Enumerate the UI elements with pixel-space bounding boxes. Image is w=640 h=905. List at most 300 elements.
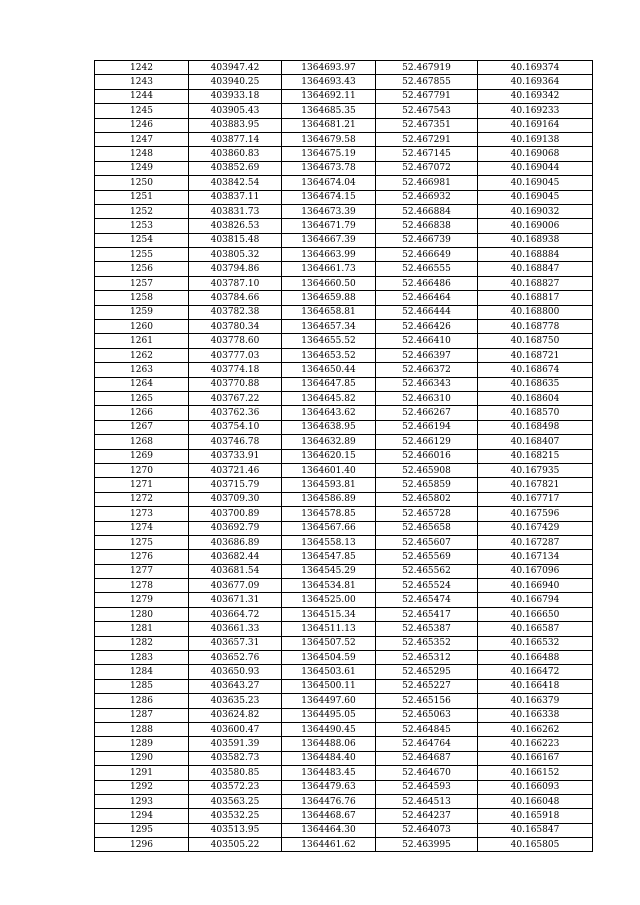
easting-cell: 403770.88 bbox=[189, 377, 282, 391]
longitude-cell: 40.166794 bbox=[478, 593, 593, 607]
longitude-cell: 40.167287 bbox=[478, 535, 593, 549]
northing-cell: 1364660.50 bbox=[282, 276, 376, 290]
easting-cell: 403842.54 bbox=[189, 176, 282, 190]
easting-cell: 403563.25 bbox=[189, 794, 282, 808]
latitude-cell: 52.465156 bbox=[376, 694, 478, 708]
easting-cell: 403933.18 bbox=[189, 89, 282, 103]
northing-cell: 1364620.15 bbox=[282, 449, 376, 463]
point-number-cell: 1242 bbox=[95, 61, 189, 75]
table-row bbox=[95, 751, 593, 765]
point-number-cell: 1250 bbox=[95, 176, 189, 190]
point-number-cell: 1258 bbox=[95, 291, 189, 305]
easting-cell: 403815.48 bbox=[189, 233, 282, 247]
easting-cell: 403782.38 bbox=[189, 305, 282, 319]
easting-cell: 403780.34 bbox=[189, 320, 282, 334]
easting-cell: 403582.73 bbox=[189, 751, 282, 765]
latitude-cell: 52.465417 bbox=[376, 607, 478, 621]
northing-cell: 1364534.81 bbox=[282, 579, 376, 593]
longitude-cell: 40.167096 bbox=[478, 564, 593, 578]
latitude-cell: 52.465227 bbox=[376, 679, 478, 693]
easting-cell: 403624.82 bbox=[189, 708, 282, 722]
point-number-cell: 1259 bbox=[95, 305, 189, 319]
northing-cell: 1364673.39 bbox=[282, 204, 376, 218]
longitude-cell: 40.166223 bbox=[478, 737, 593, 751]
latitude-cell: 52.464513 bbox=[376, 794, 478, 808]
easting-cell: 403709.30 bbox=[189, 492, 282, 506]
northing-cell: 1364663.99 bbox=[282, 248, 376, 262]
latitude-cell: 52.464593 bbox=[376, 780, 478, 794]
point-number-cell: 1290 bbox=[95, 751, 189, 765]
northing-cell: 1364488.06 bbox=[282, 737, 376, 751]
latitude-cell: 52.465474 bbox=[376, 593, 478, 607]
easting-cell: 403692.79 bbox=[189, 521, 282, 535]
table-row bbox=[95, 161, 593, 175]
northing-cell: 1364484.40 bbox=[282, 751, 376, 765]
longitude-cell: 40.166940 bbox=[478, 579, 593, 593]
point-number-cell: 1255 bbox=[95, 248, 189, 262]
point-number-cell: 1266 bbox=[95, 406, 189, 420]
table-row bbox=[95, 492, 593, 506]
table-row bbox=[95, 607, 593, 621]
longitude-cell: 40.167429 bbox=[478, 521, 593, 535]
point-number-cell: 1283 bbox=[95, 651, 189, 665]
point-number-cell: 1291 bbox=[95, 766, 189, 780]
latitude-cell: 52.465658 bbox=[376, 521, 478, 535]
latitude-cell: 52.464845 bbox=[376, 722, 478, 736]
point-number-cell: 1289 bbox=[95, 737, 189, 751]
table-row bbox=[95, 521, 593, 535]
point-number-cell: 1284 bbox=[95, 665, 189, 679]
easting-cell: 403778.60 bbox=[189, 334, 282, 348]
table-row bbox=[95, 291, 593, 305]
longitude-cell: 40.165805 bbox=[478, 838, 593, 852]
coordinates-table-body bbox=[95, 61, 593, 852]
point-number-cell: 1271 bbox=[95, 478, 189, 492]
table-row bbox=[95, 377, 593, 391]
easting-cell: 403787.10 bbox=[189, 276, 282, 290]
table-row bbox=[95, 348, 593, 362]
easting-cell: 403852.69 bbox=[189, 161, 282, 175]
table-row bbox=[95, 463, 593, 477]
latitude-cell: 52.464687 bbox=[376, 751, 478, 765]
northing-cell: 1364495.05 bbox=[282, 708, 376, 722]
longitude-cell: 40.169045 bbox=[478, 176, 593, 190]
point-number-cell: 1253 bbox=[95, 219, 189, 233]
table-row bbox=[95, 838, 593, 852]
table-row bbox=[95, 305, 593, 319]
latitude-cell: 52.467855 bbox=[376, 75, 478, 89]
point-number-cell: 1248 bbox=[95, 147, 189, 161]
northing-cell: 1364692.11 bbox=[282, 89, 376, 103]
point-number-cell: 1249 bbox=[95, 161, 189, 175]
easting-cell: 403650.93 bbox=[189, 665, 282, 679]
table-row bbox=[95, 363, 593, 377]
longitude-cell: 40.168817 bbox=[478, 291, 593, 305]
northing-cell: 1364657.34 bbox=[282, 320, 376, 334]
northing-cell: 1364497.60 bbox=[282, 694, 376, 708]
northing-cell: 1364515.34 bbox=[282, 607, 376, 621]
latitude-cell: 52.467791 bbox=[376, 89, 478, 103]
latitude-cell: 52.467351 bbox=[376, 118, 478, 132]
table-row bbox=[95, 478, 593, 492]
point-number-cell: 1256 bbox=[95, 262, 189, 276]
longitude-cell: 40.168778 bbox=[478, 320, 593, 334]
longitude-cell: 40.169044 bbox=[478, 161, 593, 175]
table-row bbox=[95, 651, 593, 665]
point-number-cell: 1293 bbox=[95, 794, 189, 808]
northing-cell: 1364681.21 bbox=[282, 118, 376, 132]
longitude-cell: 40.166472 bbox=[478, 665, 593, 679]
table-row bbox=[95, 75, 593, 89]
point-number-cell: 1267 bbox=[95, 420, 189, 434]
table-row bbox=[95, 262, 593, 276]
point-number-cell: 1282 bbox=[95, 636, 189, 650]
table-row bbox=[95, 449, 593, 463]
longitude-cell: 40.168721 bbox=[478, 348, 593, 362]
northing-cell: 1364511.13 bbox=[282, 622, 376, 636]
longitude-cell: 40.167596 bbox=[478, 507, 593, 521]
easting-cell: 403681.54 bbox=[189, 564, 282, 578]
point-number-cell: 1251 bbox=[95, 190, 189, 204]
table-row bbox=[95, 420, 593, 434]
latitude-cell: 52.467072 bbox=[376, 161, 478, 175]
latitude-cell: 52.466884 bbox=[376, 204, 478, 218]
longitude-cell: 40.169032 bbox=[478, 204, 593, 218]
longitude-cell: 40.169364 bbox=[478, 75, 593, 89]
longitude-cell: 40.166418 bbox=[478, 679, 593, 693]
table-row bbox=[95, 636, 593, 650]
point-number-cell: 1270 bbox=[95, 463, 189, 477]
northing-cell: 1364655.52 bbox=[282, 334, 376, 348]
northing-cell: 1364545.29 bbox=[282, 564, 376, 578]
point-number-cell: 1247 bbox=[95, 132, 189, 146]
latitude-cell: 52.465728 bbox=[376, 507, 478, 521]
latitude-cell: 52.466555 bbox=[376, 262, 478, 276]
latitude-cell: 52.465908 bbox=[376, 463, 478, 477]
point-number-cell: 1285 bbox=[95, 679, 189, 693]
northing-cell: 1364503.61 bbox=[282, 665, 376, 679]
longitude-cell: 40.166262 bbox=[478, 722, 593, 736]
longitude-cell: 40.168800 bbox=[478, 305, 593, 319]
point-number-cell: 1280 bbox=[95, 607, 189, 621]
table-row bbox=[95, 694, 593, 708]
table-row bbox=[95, 334, 593, 348]
table-row bbox=[95, 248, 593, 262]
table-row bbox=[95, 809, 593, 823]
latitude-cell: 52.466372 bbox=[376, 363, 478, 377]
latitude-cell: 52.466464 bbox=[376, 291, 478, 305]
easting-cell: 403657.31 bbox=[189, 636, 282, 650]
point-number-cell: 1276 bbox=[95, 550, 189, 564]
latitude-cell: 52.466932 bbox=[376, 190, 478, 204]
northing-cell: 1364464.30 bbox=[282, 823, 376, 837]
easting-cell: 403600.47 bbox=[189, 722, 282, 736]
latitude-cell: 52.465387 bbox=[376, 622, 478, 636]
point-number-cell: 1279 bbox=[95, 593, 189, 607]
point-number-cell: 1263 bbox=[95, 363, 189, 377]
northing-cell: 1364507.52 bbox=[282, 636, 376, 650]
table-row bbox=[95, 104, 593, 118]
latitude-cell: 52.465607 bbox=[376, 535, 478, 549]
point-number-cell: 1294 bbox=[95, 809, 189, 823]
latitude-cell: 52.464073 bbox=[376, 823, 478, 837]
easting-cell: 403677.09 bbox=[189, 579, 282, 593]
latitude-cell: 52.467145 bbox=[376, 147, 478, 161]
northing-cell: 1364647.85 bbox=[282, 377, 376, 391]
table-row bbox=[95, 780, 593, 794]
point-number-cell: 1265 bbox=[95, 391, 189, 405]
northing-cell: 1364461.62 bbox=[282, 838, 376, 852]
longitude-cell: 40.166152 bbox=[478, 766, 593, 780]
longitude-cell: 40.166587 bbox=[478, 622, 593, 636]
point-number-cell: 1269 bbox=[95, 449, 189, 463]
northing-cell: 1364674.04 bbox=[282, 176, 376, 190]
northing-cell: 1364558.13 bbox=[282, 535, 376, 549]
table-row bbox=[95, 176, 593, 190]
northing-cell: 1364476.76 bbox=[282, 794, 376, 808]
longitude-cell: 40.168215 bbox=[478, 449, 593, 463]
northing-cell: 1364659.88 bbox=[282, 291, 376, 305]
table-row bbox=[95, 679, 593, 693]
table-row bbox=[95, 276, 593, 290]
easting-cell: 403831.73 bbox=[189, 204, 282, 218]
point-number-cell: 1261 bbox=[95, 334, 189, 348]
point-number-cell: 1287 bbox=[95, 708, 189, 722]
northing-cell: 1364661.73 bbox=[282, 262, 376, 276]
longitude-cell: 40.168604 bbox=[478, 391, 593, 405]
longitude-cell: 40.169164 bbox=[478, 118, 593, 132]
longitude-cell: 40.168407 bbox=[478, 435, 593, 449]
easting-cell: 403643.27 bbox=[189, 679, 282, 693]
longitude-cell: 40.166488 bbox=[478, 651, 593, 665]
latitude-cell: 52.465063 bbox=[376, 708, 478, 722]
table-row bbox=[95, 507, 593, 521]
easting-cell: 403762.36 bbox=[189, 406, 282, 420]
latitude-cell: 52.466310 bbox=[376, 391, 478, 405]
latitude-cell: 52.464764 bbox=[376, 737, 478, 751]
longitude-cell: 40.168674 bbox=[478, 363, 593, 377]
point-number-cell: 1246 bbox=[95, 118, 189, 132]
latitude-cell: 52.467543 bbox=[376, 104, 478, 118]
northing-cell: 1364567.66 bbox=[282, 521, 376, 535]
northing-cell: 1364658.81 bbox=[282, 305, 376, 319]
table-row bbox=[95, 132, 593, 146]
table-row bbox=[95, 708, 593, 722]
northing-cell: 1364547.85 bbox=[282, 550, 376, 564]
point-number-cell: 1275 bbox=[95, 535, 189, 549]
easting-cell: 403826.53 bbox=[189, 219, 282, 233]
longitude-cell: 40.168498 bbox=[478, 420, 593, 434]
point-number-cell: 1281 bbox=[95, 622, 189, 636]
point-number-cell: 1245 bbox=[95, 104, 189, 118]
point-number-cell: 1252 bbox=[95, 204, 189, 218]
longitude-cell: 40.165918 bbox=[478, 809, 593, 823]
latitude-cell: 52.466426 bbox=[376, 320, 478, 334]
point-number-cell: 1277 bbox=[95, 564, 189, 578]
easting-cell: 403784.66 bbox=[189, 291, 282, 305]
table-row bbox=[95, 320, 593, 334]
point-number-cell: 1244 bbox=[95, 89, 189, 103]
easting-cell: 403877.14 bbox=[189, 132, 282, 146]
latitude-cell: 52.466194 bbox=[376, 420, 478, 434]
easting-cell: 403671.31 bbox=[189, 593, 282, 607]
easting-cell: 403532.25 bbox=[189, 809, 282, 823]
latitude-cell: 52.466016 bbox=[376, 449, 478, 463]
table-row bbox=[95, 391, 593, 405]
latitude-cell: 52.467291 bbox=[376, 132, 478, 146]
table-row bbox=[95, 190, 593, 204]
point-number-cell: 1278 bbox=[95, 579, 189, 593]
easting-cell: 403777.03 bbox=[189, 348, 282, 362]
easting-cell: 403794.86 bbox=[189, 262, 282, 276]
point-number-cell: 1292 bbox=[95, 780, 189, 794]
latitude-cell: 52.465859 bbox=[376, 478, 478, 492]
northing-cell: 1364632.89 bbox=[282, 435, 376, 449]
table-row bbox=[95, 665, 593, 679]
point-number-cell: 1273 bbox=[95, 507, 189, 521]
easting-cell: 403733.91 bbox=[189, 449, 282, 463]
easting-cell: 403805.32 bbox=[189, 248, 282, 262]
longitude-cell: 40.168938 bbox=[478, 233, 593, 247]
point-number-cell: 1272 bbox=[95, 492, 189, 506]
point-number-cell: 1274 bbox=[95, 521, 189, 535]
latitude-cell: 52.465524 bbox=[376, 579, 478, 593]
northing-cell: 1364685.35 bbox=[282, 104, 376, 118]
northing-cell: 1364601.40 bbox=[282, 463, 376, 477]
longitude-cell: 40.166048 bbox=[478, 794, 593, 808]
easting-cell: 403883.95 bbox=[189, 118, 282, 132]
northing-cell: 1364674.15 bbox=[282, 190, 376, 204]
easting-cell: 403860.83 bbox=[189, 147, 282, 161]
easting-cell: 403940.25 bbox=[189, 75, 282, 89]
easting-cell: 403513.95 bbox=[189, 823, 282, 837]
northing-cell: 1364578.85 bbox=[282, 507, 376, 521]
northing-cell: 1364653.52 bbox=[282, 348, 376, 362]
northing-cell: 1364693.43 bbox=[282, 75, 376, 89]
northing-cell: 1364675.19 bbox=[282, 147, 376, 161]
easting-cell: 403700.89 bbox=[189, 507, 282, 521]
table-row bbox=[95, 622, 593, 636]
table-row bbox=[95, 823, 593, 837]
table-row bbox=[95, 535, 593, 549]
latitude-cell: 52.466649 bbox=[376, 248, 478, 262]
latitude-cell: 52.465295 bbox=[376, 665, 478, 679]
table-row bbox=[95, 593, 593, 607]
northing-cell: 1364500.11 bbox=[282, 679, 376, 693]
easting-cell: 403767.22 bbox=[189, 391, 282, 405]
latitude-cell: 52.465569 bbox=[376, 550, 478, 564]
latitude-cell: 52.464237 bbox=[376, 809, 478, 823]
northing-cell: 1364679.58 bbox=[282, 132, 376, 146]
longitude-cell: 40.168847 bbox=[478, 262, 593, 276]
longitude-cell: 40.167717 bbox=[478, 492, 593, 506]
longitude-cell: 40.169374 bbox=[478, 61, 593, 75]
northing-cell: 1364671.79 bbox=[282, 219, 376, 233]
table-row bbox=[95, 550, 593, 564]
easting-cell: 403746.78 bbox=[189, 435, 282, 449]
latitude-cell: 52.466410 bbox=[376, 334, 478, 348]
latitude-cell: 52.466343 bbox=[376, 377, 478, 391]
table-row bbox=[95, 737, 593, 751]
point-number-cell: 1288 bbox=[95, 722, 189, 736]
table-row bbox=[95, 722, 593, 736]
latitude-cell: 52.466267 bbox=[376, 406, 478, 420]
longitude-cell: 40.166379 bbox=[478, 694, 593, 708]
longitude-cell: 40.168570 bbox=[478, 406, 593, 420]
northing-cell: 1364593.81 bbox=[282, 478, 376, 492]
easting-cell: 403505.22 bbox=[189, 838, 282, 852]
point-number-cell: 1243 bbox=[95, 75, 189, 89]
longitude-cell: 40.167134 bbox=[478, 550, 593, 564]
northing-cell: 1364673.78 bbox=[282, 161, 376, 175]
point-number-cell: 1268 bbox=[95, 435, 189, 449]
longitude-cell: 40.166532 bbox=[478, 636, 593, 650]
northing-cell: 1364490.45 bbox=[282, 722, 376, 736]
easting-cell: 403905.43 bbox=[189, 104, 282, 118]
latitude-cell: 52.467919 bbox=[376, 61, 478, 75]
easting-cell: 403591.39 bbox=[189, 737, 282, 751]
northing-cell: 1364525.00 bbox=[282, 593, 376, 607]
easting-cell: 403721.46 bbox=[189, 463, 282, 477]
easting-cell: 403661.33 bbox=[189, 622, 282, 636]
easting-cell: 403635.23 bbox=[189, 694, 282, 708]
table-row bbox=[95, 219, 593, 233]
easting-cell: 403580.85 bbox=[189, 766, 282, 780]
latitude-cell: 52.464670 bbox=[376, 766, 478, 780]
coordinates-table bbox=[94, 60, 593, 852]
longitude-cell: 40.168827 bbox=[478, 276, 593, 290]
latitude-cell: 52.465312 bbox=[376, 651, 478, 665]
northing-cell: 1364483.45 bbox=[282, 766, 376, 780]
latitude-cell: 52.465802 bbox=[376, 492, 478, 506]
table-row bbox=[95, 564, 593, 578]
longitude-cell: 40.169342 bbox=[478, 89, 593, 103]
point-number-cell: 1264 bbox=[95, 377, 189, 391]
table-row bbox=[95, 118, 593, 132]
northing-cell: 1364468.67 bbox=[282, 809, 376, 823]
longitude-cell: 40.169233 bbox=[478, 104, 593, 118]
point-number-cell: 1296 bbox=[95, 838, 189, 852]
easting-cell: 403774.18 bbox=[189, 363, 282, 377]
table-row bbox=[95, 233, 593, 247]
easting-cell: 403652.76 bbox=[189, 651, 282, 665]
table-row bbox=[95, 794, 593, 808]
longitude-cell: 40.168750 bbox=[478, 334, 593, 348]
easting-cell: 403686.89 bbox=[189, 535, 282, 549]
longitude-cell: 40.166093 bbox=[478, 780, 593, 794]
northing-cell: 1364650.44 bbox=[282, 363, 376, 377]
longitude-cell: 40.167821 bbox=[478, 478, 593, 492]
easting-cell: 403664.72 bbox=[189, 607, 282, 621]
easting-cell: 403572.23 bbox=[189, 780, 282, 794]
easting-cell: 403837.11 bbox=[189, 190, 282, 204]
latitude-cell: 52.466838 bbox=[376, 219, 478, 233]
latitude-cell: 52.465562 bbox=[376, 564, 478, 578]
latitude-cell: 52.466397 bbox=[376, 348, 478, 362]
table-row bbox=[95, 89, 593, 103]
table-row bbox=[95, 406, 593, 420]
longitude-cell: 40.166338 bbox=[478, 708, 593, 722]
latitude-cell: 52.466444 bbox=[376, 305, 478, 319]
table-row bbox=[95, 766, 593, 780]
northing-cell: 1364693.97 bbox=[282, 61, 376, 75]
longitude-cell: 40.165847 bbox=[478, 823, 593, 837]
point-number-cell: 1254 bbox=[95, 233, 189, 247]
longitude-cell: 40.167935 bbox=[478, 463, 593, 477]
table-row bbox=[95, 204, 593, 218]
latitude-cell: 52.466129 bbox=[376, 435, 478, 449]
northing-cell: 1364504.59 bbox=[282, 651, 376, 665]
